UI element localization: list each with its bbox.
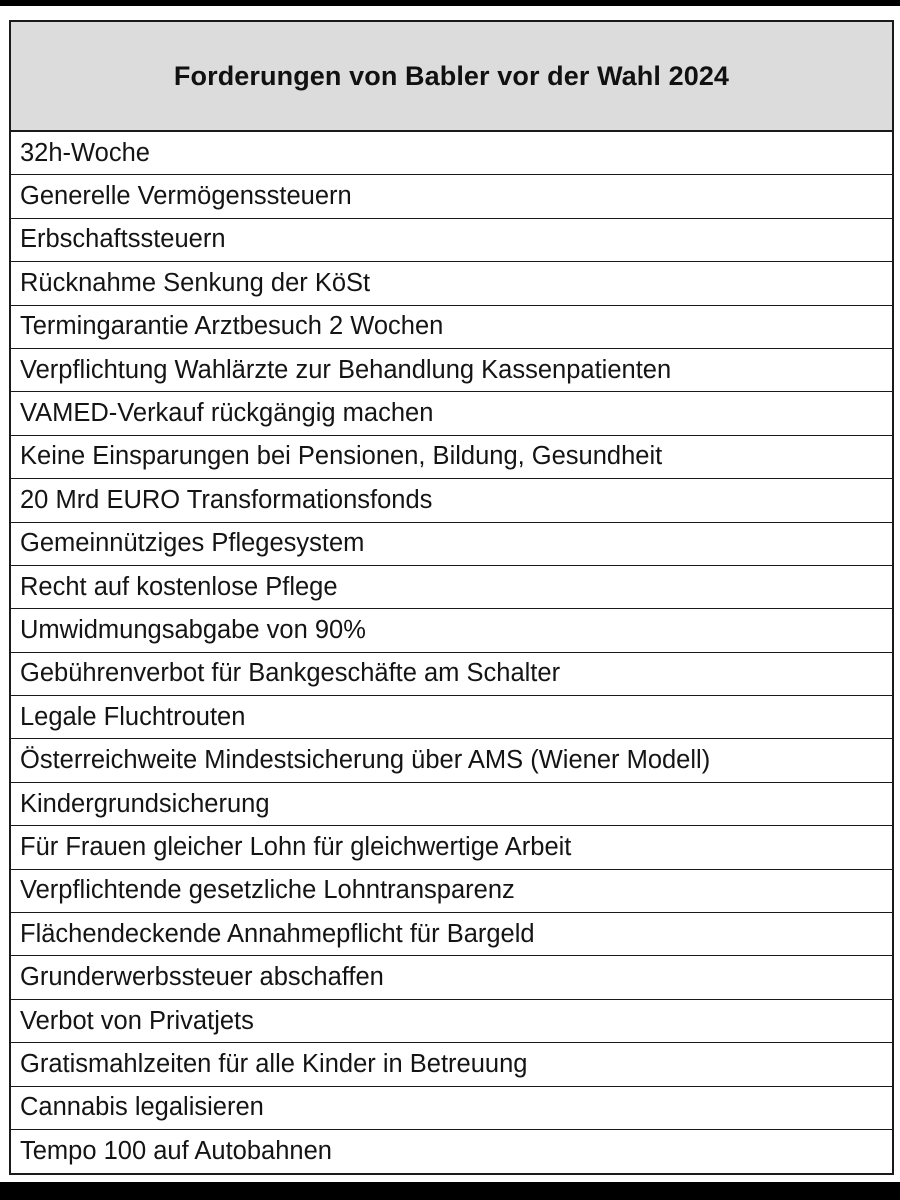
- table-row: Erbschaftssteuern: [11, 219, 892, 262]
- table-row: Österreichweite Mindestsicherung über AMS (Wiener Modell): [11, 739, 892, 782]
- table-row: 32h-Woche: [11, 132, 892, 175]
- table-row: Flächendeckende Annahmepflicht für Bargeld: [11, 913, 892, 956]
- table-row: Legale Fluchtrouten: [11, 696, 892, 739]
- table-row: Gemeinnütziges Pflegesystem: [11, 523, 892, 566]
- table-row: Verpflichtung Wahlärzte zur Behandlung Kassenpatienten: [11, 349, 892, 392]
- table-row: Keine Einsparungen bei Pensionen, Bildung, Gesundheit: [11, 436, 892, 479]
- table-row: Gratismahlzeiten für alle Kinder in Betreuung: [11, 1043, 892, 1086]
- table-row: Generelle Vermögenssteuern: [11, 175, 892, 218]
- table-row: Cannabis legalisieren: [11, 1087, 892, 1130]
- demands-table: [9, 20, 894, 1175]
- table-row: Grunderwerbssteuer abschaffen: [11, 956, 892, 999]
- table-row: Recht auf kostenlose Pflege: [11, 566, 892, 609]
- table-row: Kindergrundsicherung: [11, 783, 892, 826]
- table-row: Tempo 100 auf Autobahnen: [20, 1137, 332, 1166]
- document-sheet: [0, 6, 900, 1182]
- table-row: 20 Mrd EURO Transformationsfonds: [11, 479, 892, 522]
- table-row: Termingarantie Arztbesuch 2 Wochen: [11, 306, 892, 349]
- table-row: VAMED-Verkauf rückgängig machen: [11, 392, 892, 435]
- table-row: Verpflichtende gesetzliche Lohntransparenz: [11, 870, 892, 913]
- table-row: Umwidmungsabgabe von 90%: [11, 609, 892, 652]
- table-title: Forderungen von Babler vor der Wahl 2024: [11, 22, 892, 132]
- table-row: Verbot von Privatjets: [11, 1000, 892, 1043]
- table-row: Gebührenverbot für Bankgeschäfte am Schalter: [11, 653, 892, 696]
- table-row: Für Frauen gleicher Lohn für gleichwertige Arbeit: [11, 826, 892, 869]
- table-row: Rücknahme Senkung der KöSt: [11, 262, 892, 305]
